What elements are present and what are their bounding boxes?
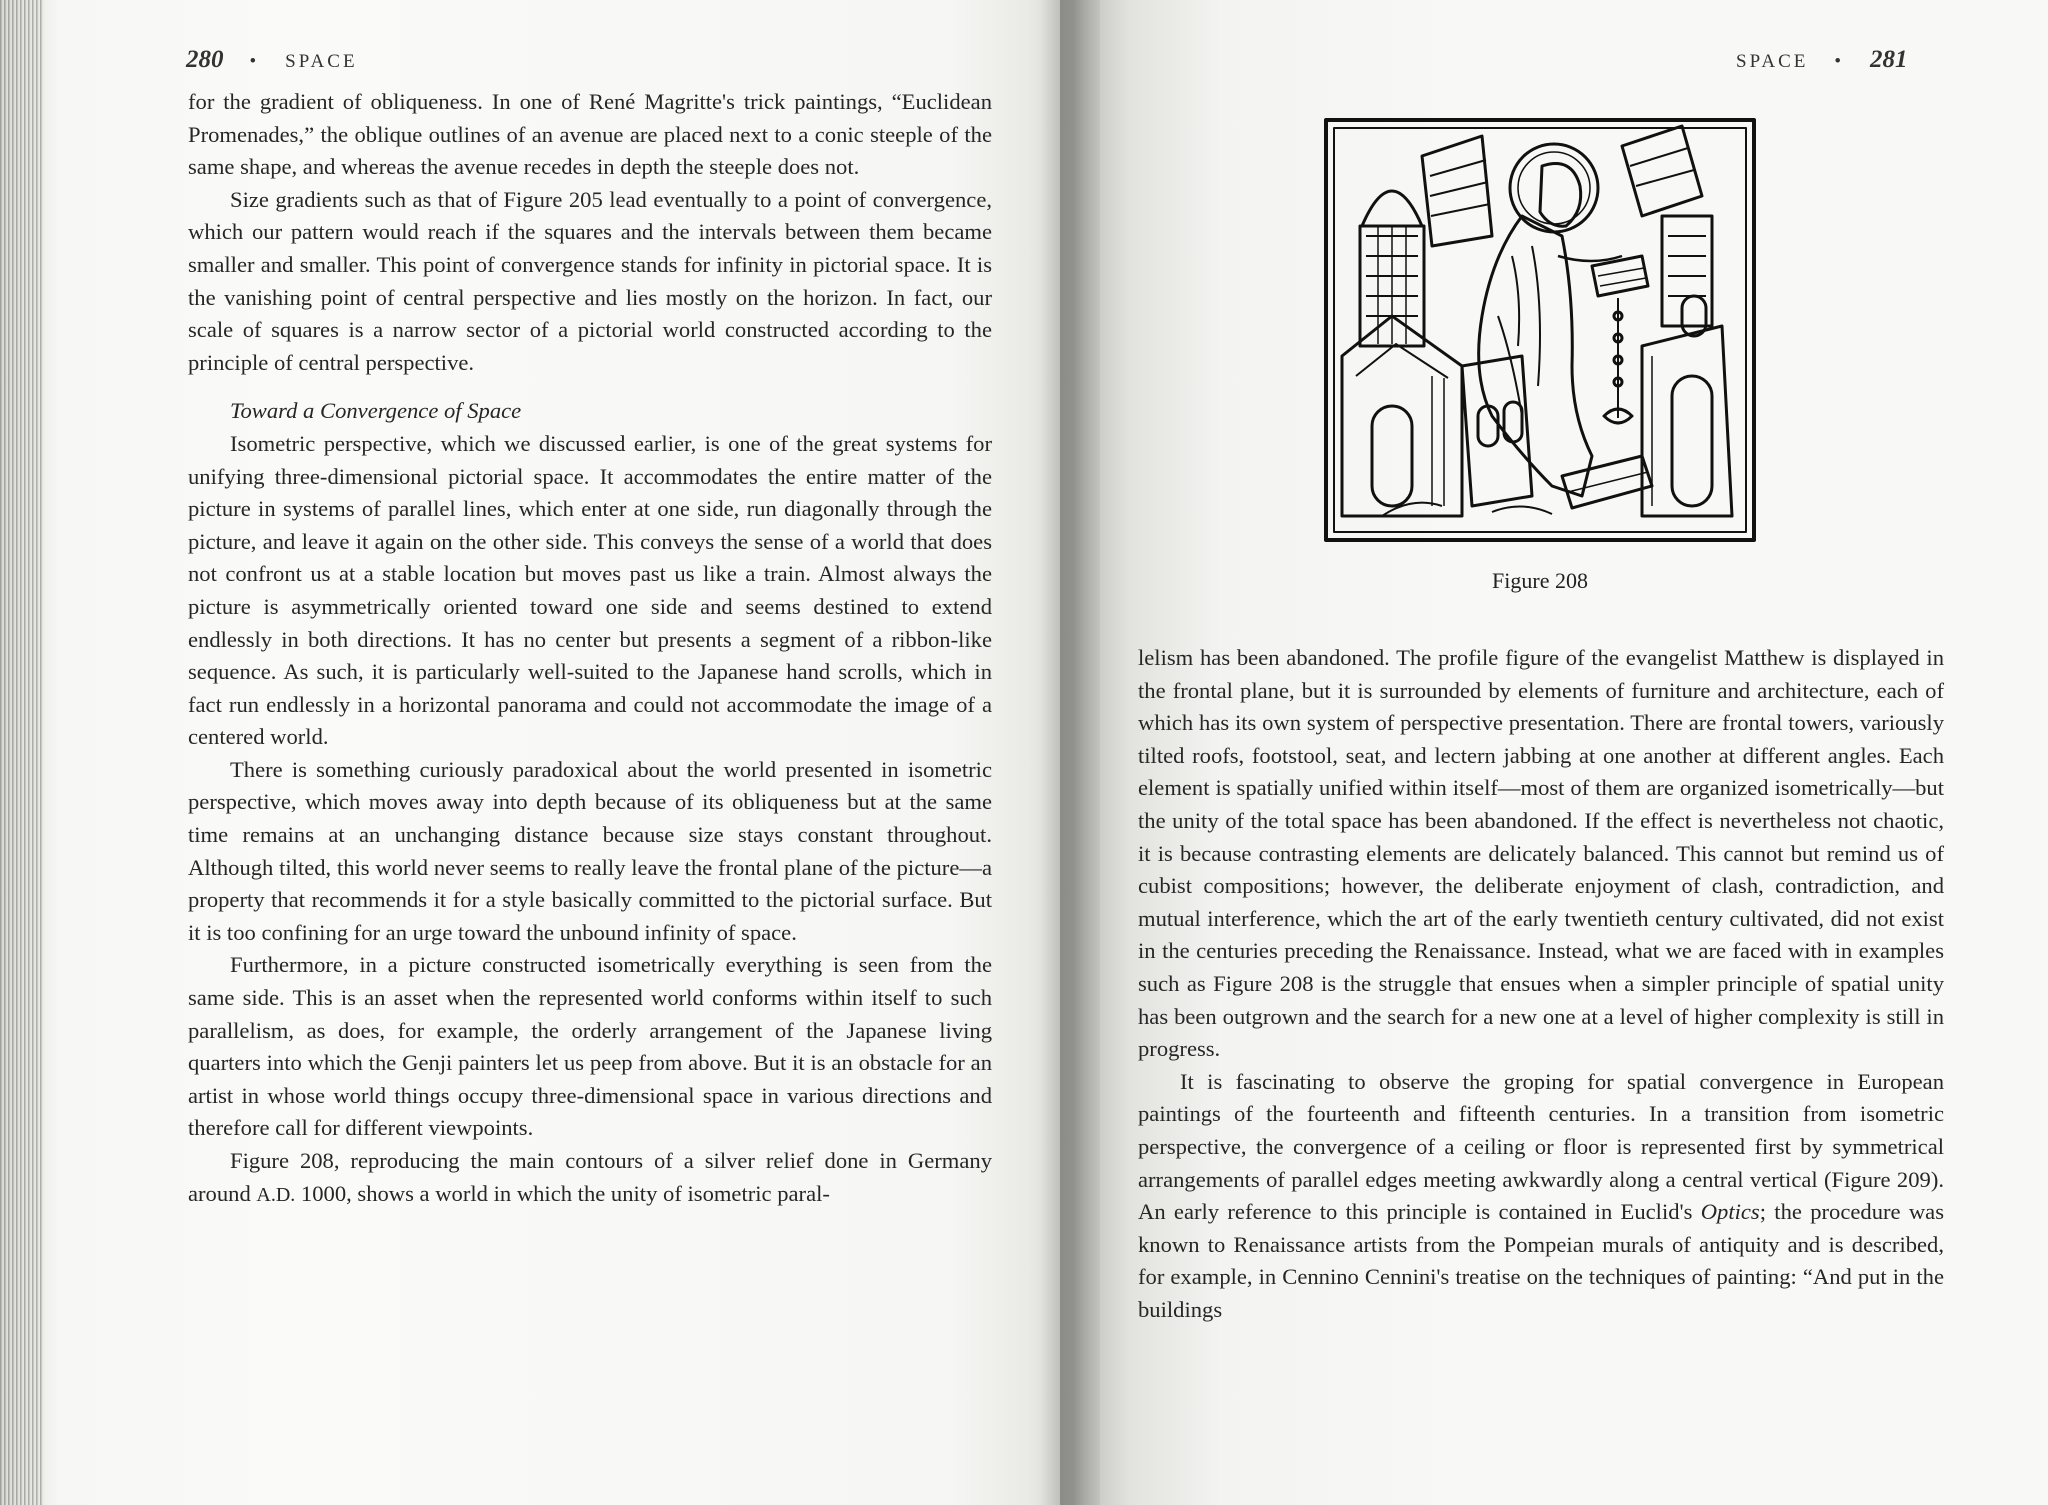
text-run: 1000, shows a world in which the unity of isometric paral- (295, 1180, 830, 1206)
paragraph: Size gradients such as that of Figure 205 lead eventually to a point of convergence, which our pattern would reach if the squares and the intervals between them became smaller and smaller. This point of convergence stands for infinity in pictorial space. It is the vanishing point of central perspective and lies mostly on the horizon. In fact, our scale of squares is a narrow sector of a pictorial world constructed according to the principle of central perspective. (188, 186, 992, 375)
text-run: ; the procedure was known to Renaissance artists from the Pompeian murals of antiquity and is described, for example, in Cennino Cennini's treatise on the techniques of painting: “And put in the buildings (1138, 1199, 1944, 1322)
section-heading: Toward a Convergence of Space (230, 398, 522, 424)
paragraph: Isometric perspective, which we discussed earlier, is one of the great systems for unifying three-dimensional pictorial space. It accommodates the entire matter of the picture in systems of parallel lines, which enter at one side, run diagonally through the picture, and leave it again on the other side. This conveys the sense of a world that does not confront us at a stable location but moves past us like a train. Almost always the picture is asymmetrically oriented toward one side and seems destined to extend endlessly in both directions. It has no center but presents a segment of a ribbon-like sequence. As such, it is particularly well-suited to the Japanese hand scrolls, which in fact run endlessly in a horizontal panorama and could not accommodate the image of a centered world. (188, 430, 992, 750)
left-running-title: SPACE (285, 51, 358, 72)
left-page-number: 280 (186, 46, 224, 73)
text-run: Figure 208, reproducing the main contours of a silver relief done in Germany around (188, 1148, 992, 1206)
text-run: It is fascinating to observe the groping for spatial convergence in European paintings of the fourteenth and fifteenth centuries. In a transition from isometric perspective, the convergence of a ceiling or floor is represented first by symmetrical arrangements of parallel edges meeting awkwardly along a central vertical (Figure 209). An early reference to this principle is contained in Euclid's (1138, 1068, 1944, 1225)
figure-caption: Figure 208 (1492, 568, 1588, 593)
page-edges (0, 0, 44, 1505)
right-page-number: 281 (1870, 46, 1908, 73)
left-running-head (186, 46, 358, 74)
bullet-separator: • (1834, 51, 1845, 72)
right-running-title: SPACE (1736, 51, 1809, 72)
paragraph: Furthermore, in a picture constructed isometrically everything is seen from the same side. This is an asset when the represented world conforms within itself to such parallelism, as does, for example, the orderly arrangement of the Japanese living quarters into which the Genji painters let us peep from above. But it is an obstacle for an artist in whose world things occupy three-dimensional space in various directions and therefore call for different viewpoints. (188, 952, 992, 1141)
left-body-text (188, 86, 992, 1211)
right-body-text (1138, 642, 1944, 1326)
paragraph: for the gradient of obliqueness. In one of René Magritte's trick paintings, “Euclidean Promenades,” the oblique outlines of an avenue are placed next to a conic steeple of the same shape, and whereas the avenue recedes in depth the steeple does not. (188, 89, 992, 180)
italic-title: Optics (1700, 1199, 1760, 1225)
paragraph (1138, 1066, 1944, 1327)
paragraph (188, 1145, 992, 1211)
right-running-head (1736, 46, 1908, 74)
book-gutter (1040, 0, 1100, 1505)
bullet-separator: • (249, 51, 260, 72)
small-caps-text: A.D. (256, 1183, 296, 1206)
paragraph: lelism has been abandoned. The profile figure of the evangelist Matthew is displayed in the frontal plane, but it is surrounded by elements of furniture and architecture, each of which has its own system of perspective presentation. There are frontal towers, variously tilted roofs, footstool, seat, and lectern jabbing at one another at different angles. Each element is spatially unified within itself—most of them are organized isometrically—but the unity of the total space has been abandoned. If the effect is nevertheless not chaotic, it is because contrasting elements are delicately balanced. This cannot but remind us of cubist compositions; however, the deliberate enjoyment of clash, contradiction, and mutual interference, which the art of the early twentieth century cultivated, did not exist in the centuries preceding the Renaissance. Instead, what we are faced with in examples such as Figure 208 is the struggle that ensues when a simpler principle of spatial unity has been outgrown and the search for a new one at a level of higher complexity is still in progress. (1138, 645, 1944, 1062)
figure-208-illustration (1322, 116, 1758, 544)
paragraph: There is something curiously paradoxical about the world presented in isometric perspective, which moves away into depth because of its obliqueness but at the same time remains at an unchanging distance because size stays constant throughout. Although tilted, this world never seems to really leave the frontal plane of the picture—a property that recommends it for a style basically committed to the pictorial surface. But it is too confining for an urge toward the unbound infinity of space. (188, 756, 992, 945)
